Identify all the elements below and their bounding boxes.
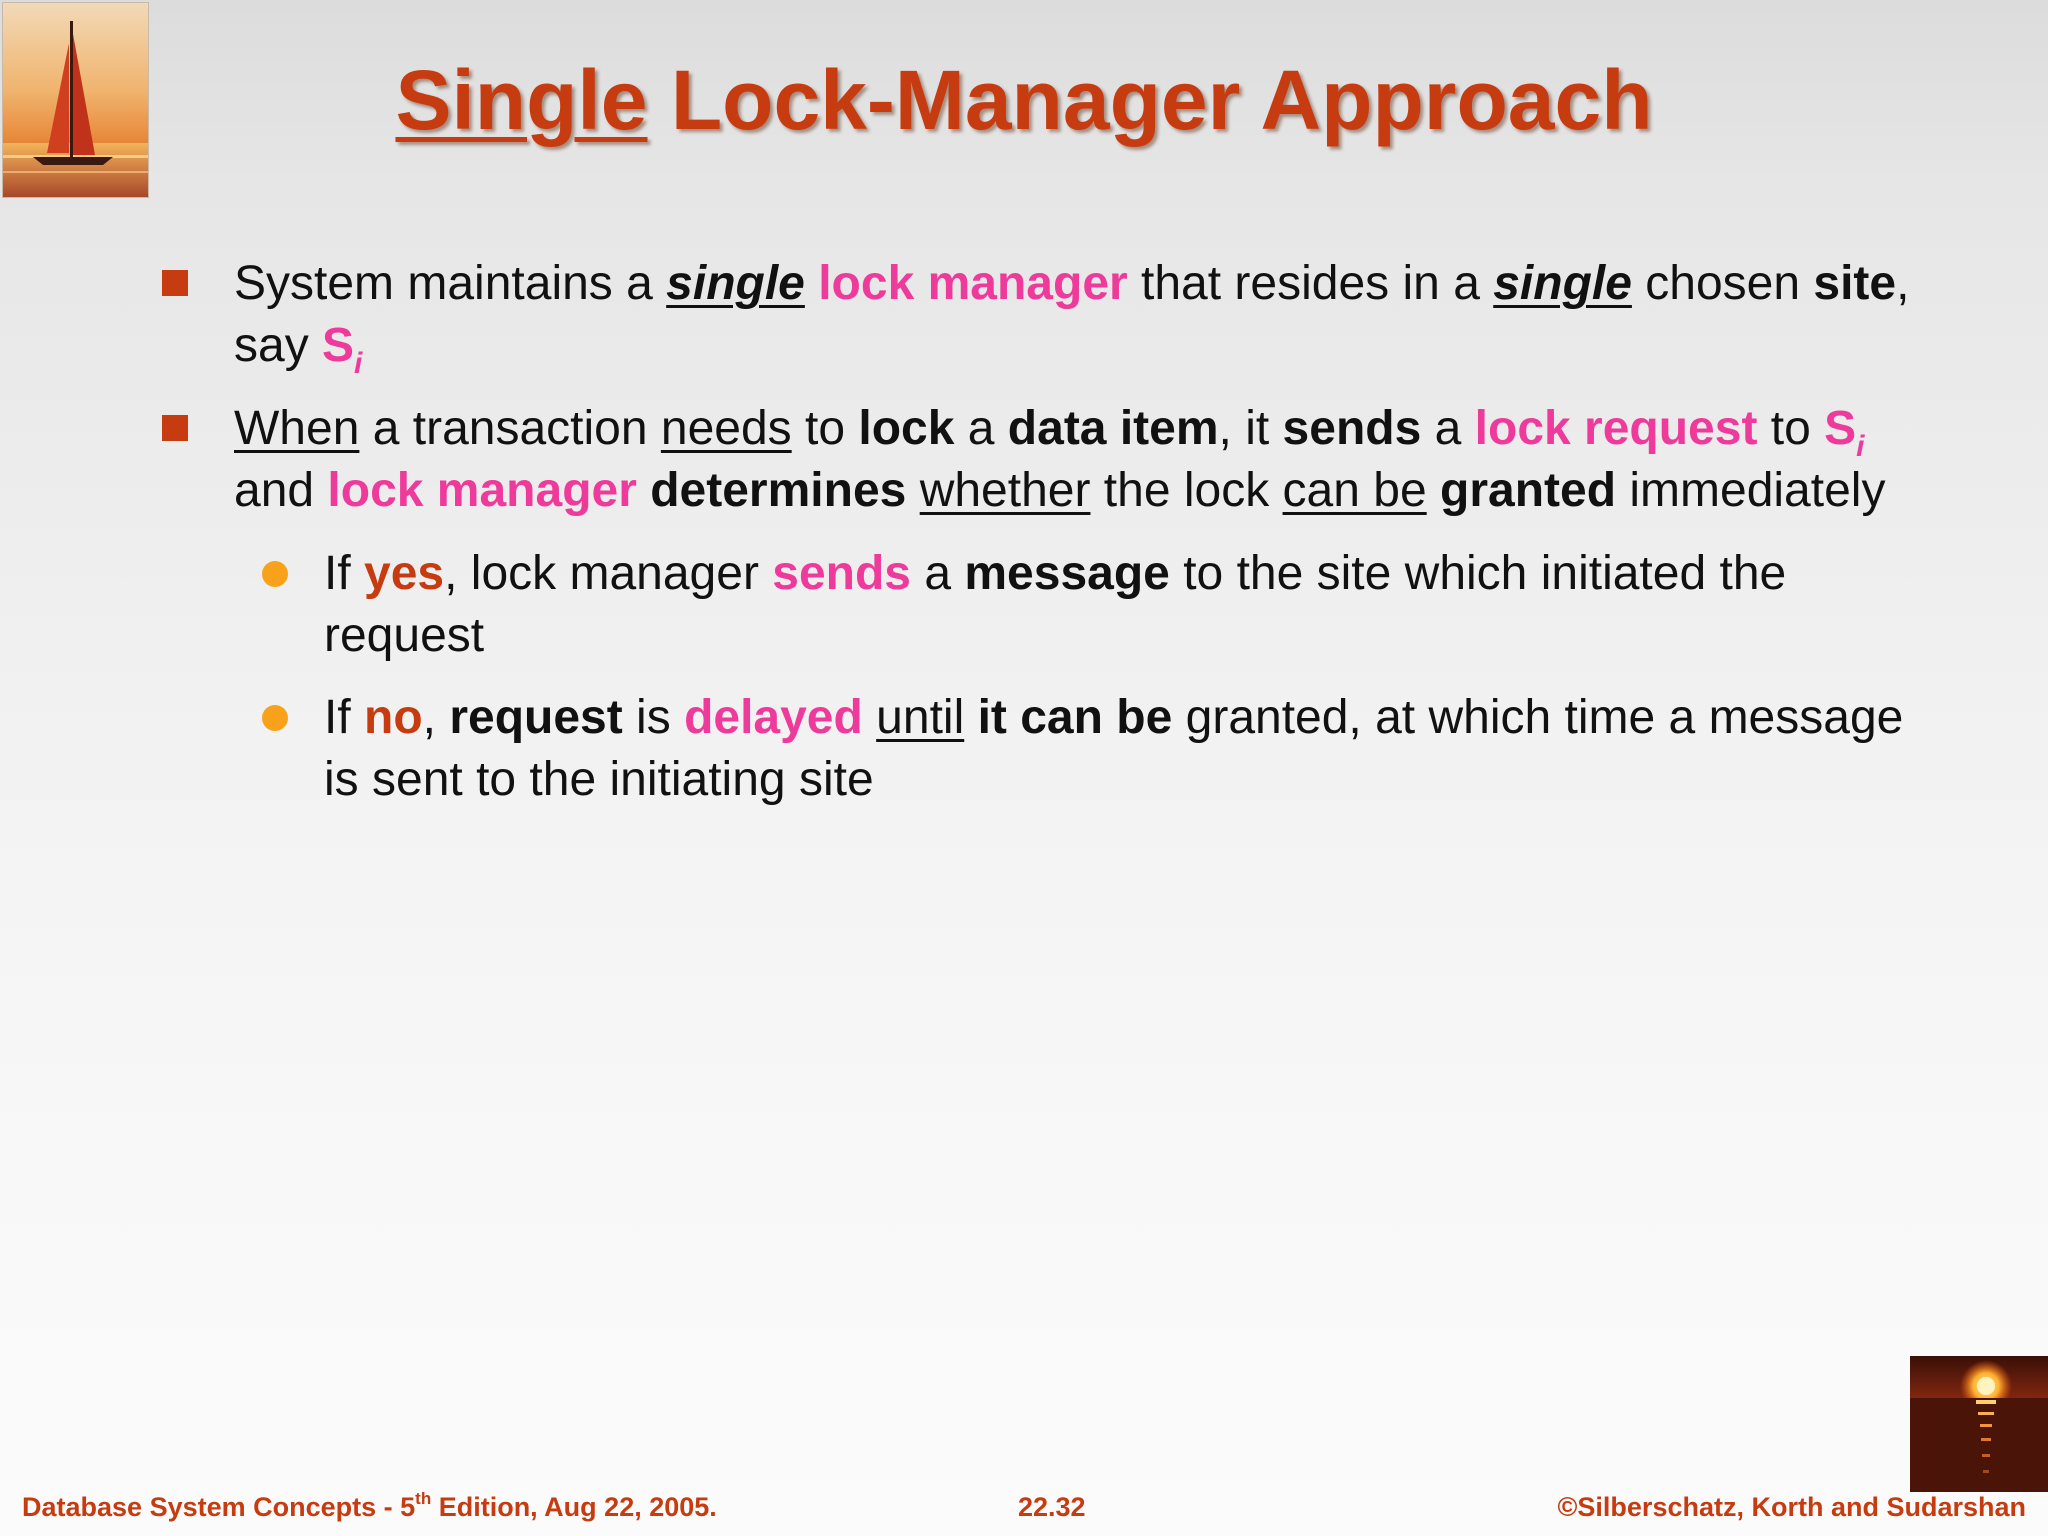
text-run: If [324,547,365,600]
text-run: a [1421,402,1475,455]
text-run: immediately [1616,464,1886,517]
text-run: determines [650,464,907,517]
footer-text: th [415,1489,432,1508]
text-run: , [1896,257,1910,310]
sub-bullet-2 [324,687,2034,811]
text-run: data item [1007,402,1219,455]
text-run: sends [1282,402,1422,455]
text-run: If [324,691,365,744]
text-run: no [364,691,423,744]
text-run: say [234,319,323,372]
text-run: i [354,347,363,380]
text-run: and [234,464,328,517]
square-bullet-icon [162,415,188,441]
text-run: single [1493,257,1632,310]
text-run: it can be [977,691,1173,744]
page-title [0,52,2048,149]
text-run: When [234,402,360,455]
text-run: chosen [1631,257,1814,310]
text-run: lock manager [818,257,1128,310]
text-run: lock [858,402,955,455]
text-run: , it [1218,402,1283,455]
text-run: needs [660,402,792,455]
text-run: sends [772,547,911,600]
bullet-1 [234,253,2034,380]
text-run: is [622,691,685,744]
title-rest: Lock-Manager Approach [670,53,1653,147]
text-run: to [1757,402,1825,455]
text-run: request [449,691,623,744]
round-bullet-icon [262,705,288,731]
text-run: i [1856,430,1865,463]
title-underlined-word: Single [395,53,648,147]
text-run: System maintains a [234,257,667,310]
text-run: whether [919,464,1091,517]
sub-bullet-1 [324,543,2034,667]
text-run: granted [1440,464,1617,517]
text-run: granted, at which time a message [1172,691,1904,744]
text-run: a transaction [359,402,661,455]
text-run: delayed [684,691,863,744]
text-run: , lock manager [444,547,773,600]
text-run: lock manager [327,464,637,517]
sunset-over-sea-icon [1910,1356,2048,1492]
text-run: message [964,547,1170,600]
footer-page-number: 22.32 [1018,1492,1086,1522]
text-run: can be [1282,464,1427,517]
footer-text: Edition, Aug 22, 2005. [431,1492,717,1522]
round-bullet-icon [262,561,288,587]
text-run: site [1813,257,1897,310]
text-run: lock request [1474,402,1758,455]
footer-course-title [22,1489,717,1523]
text-run: single [666,257,805,310]
footer-text: Database System Concepts - 5 [22,1492,416,1522]
text-run: is sent to the initiating site [324,753,874,806]
bullet-2 [234,398,2034,522]
text-run: that resides in a [1127,257,1494,310]
footer-copyright: ©Silberschatz, Korth and Sudarshan [1557,1492,2026,1522]
text-run: request [324,609,485,662]
text-run: S [1824,402,1857,455]
text-run: a [911,547,965,600]
text-run: the lock [1090,464,1283,517]
square-bullet-icon [162,270,188,296]
text-run: , [422,691,450,744]
text-run: S [322,319,355,372]
text-run: a [954,402,1008,455]
text-run: to [791,402,859,455]
text-run: to the site which initiated the [1169,547,1787,600]
text-run: yes [364,547,445,600]
text-run: until [876,691,965,744]
